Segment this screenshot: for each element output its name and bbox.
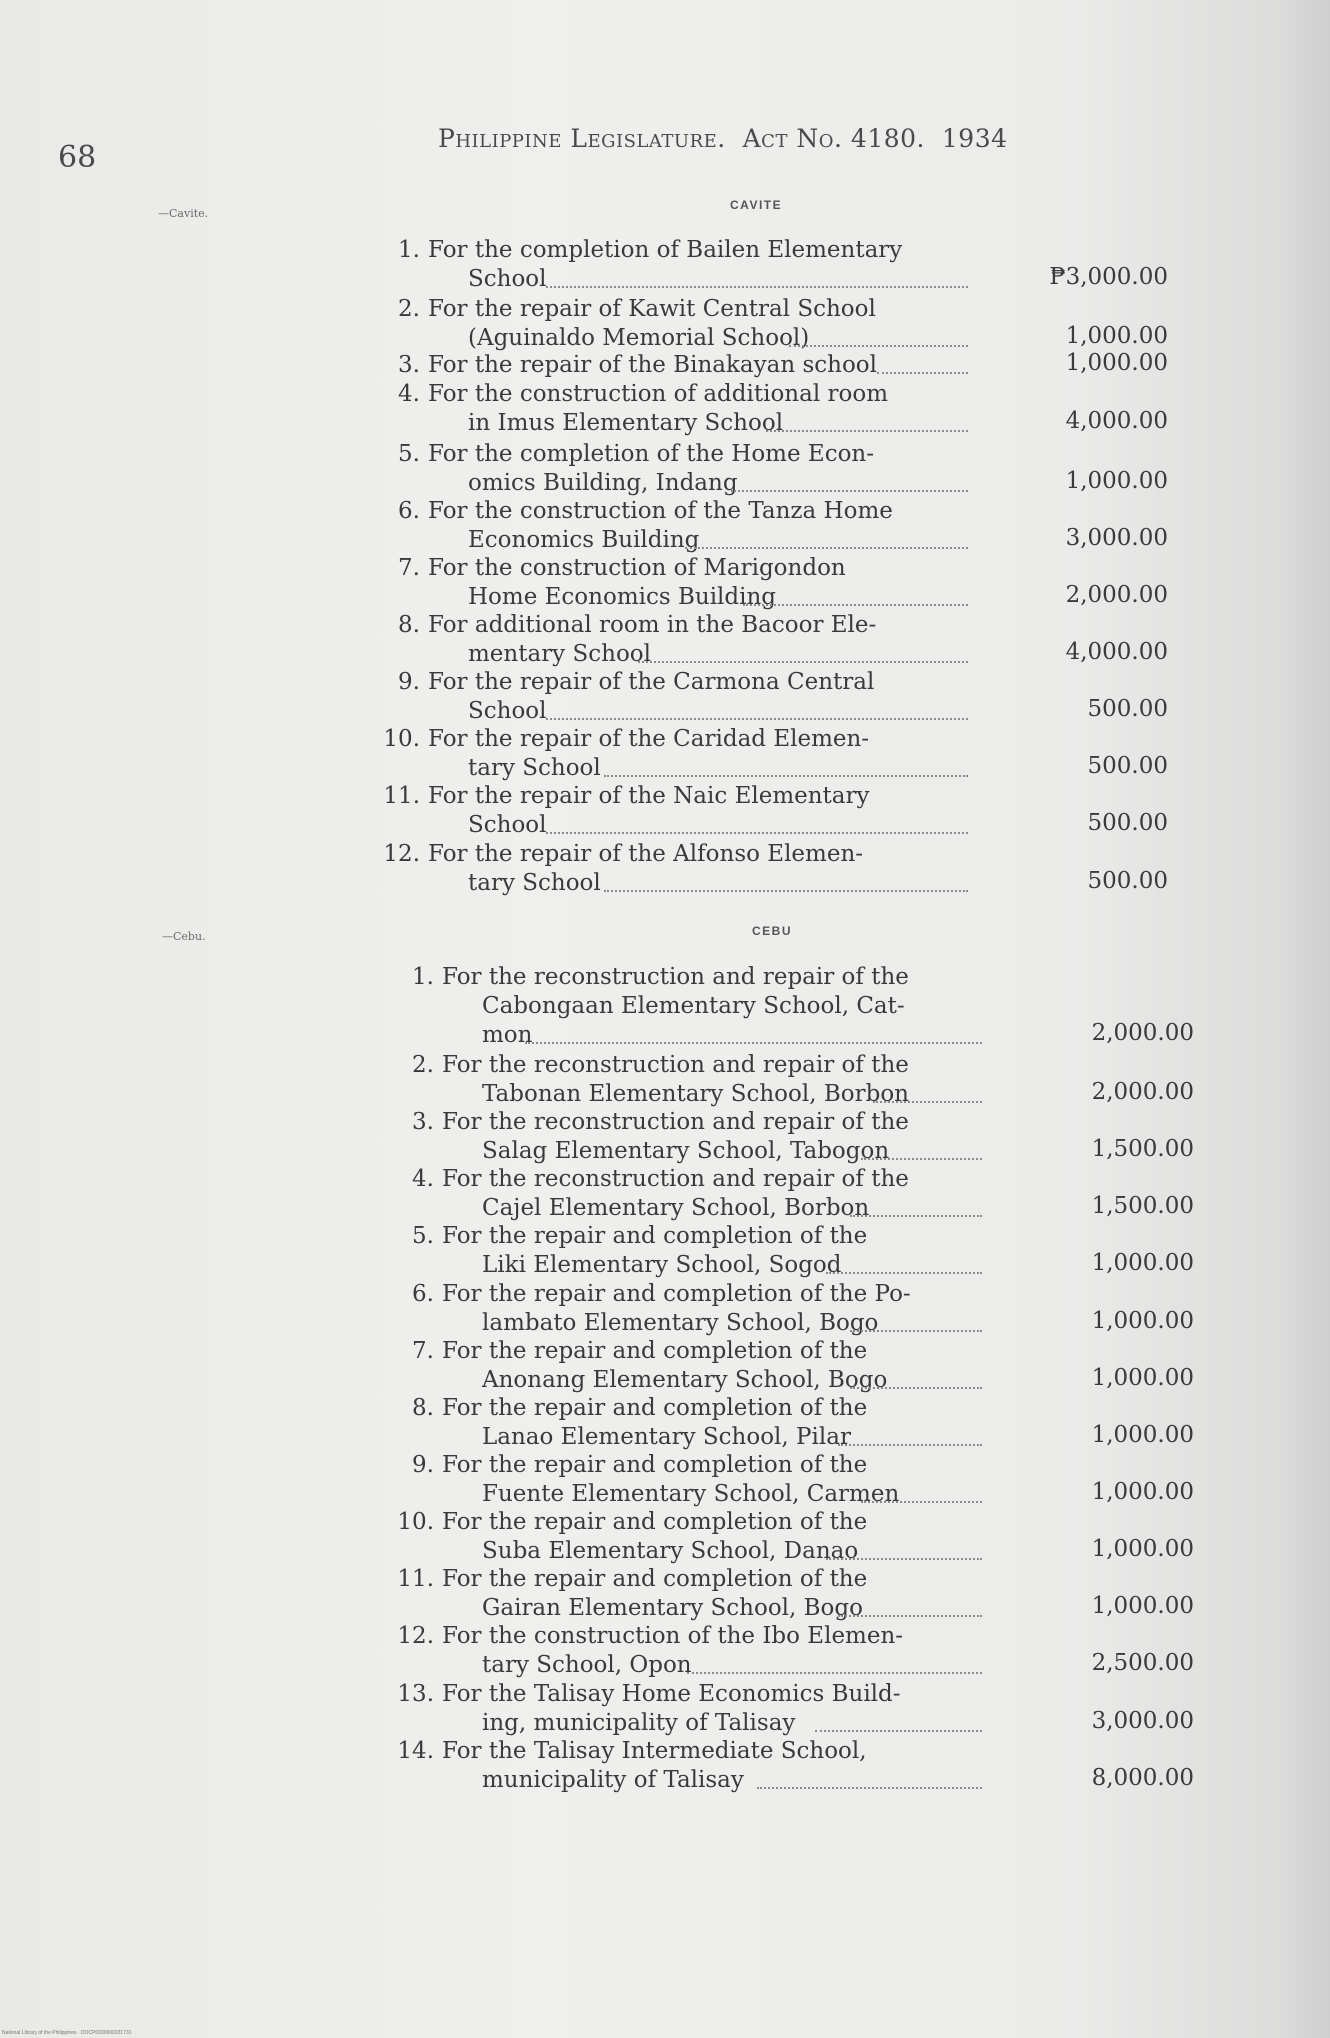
item-text-line: For the repair and completion of the (442, 1509, 868, 1535)
item-amount: 3,000.00 (1091, 1708, 1194, 1734)
item-number: 9. (398, 669, 420, 695)
footer-credit: National Library of the Philippines · DOCP0000000031731 (2, 2030, 132, 2036)
item-amount: 1,000.00 (1065, 468, 1168, 494)
item-text-line: Gairan Elementary School, Bogo (482, 1595, 863, 1621)
item-amount: 500.00 (1087, 753, 1168, 779)
item-text-line: For the construction of the Tanza Home (428, 498, 893, 524)
item-amount: 4,000.00 (1065, 408, 1168, 434)
item-text-line: For the repair and completion of the (442, 1452, 868, 1478)
item-number: 14. (397, 1738, 434, 1764)
item-number: 12. (397, 1623, 434, 1649)
item-text-line: For the reconstruction and repair of the (442, 1109, 909, 1135)
section-heading-cebu: CEBU (752, 924, 793, 938)
leader-dots (838, 1442, 982, 1446)
leader-dots (861, 1156, 982, 1160)
item-text-line: Liki Elementary School, Sogod (482, 1252, 842, 1278)
item-number: 11. (397, 1566, 434, 1592)
item-number: 7. (398, 555, 420, 581)
item-text-line: mentary School (468, 641, 651, 667)
item-text-line: Suba Elementary School, Danao (482, 1538, 859, 1564)
item-number: 8. (398, 612, 420, 638)
item-number: 3. (398, 352, 420, 378)
item-amount: 500.00 (1087, 810, 1168, 836)
leader-dots (850, 1213, 982, 1217)
item-amount: 2,000.00 (1091, 1079, 1194, 1105)
item-amount: 1,000.00 (1091, 1422, 1194, 1448)
leader-dots (731, 488, 968, 492)
item-text-line: School (468, 266, 547, 292)
item-text-line: Anonang Elementary School, Bogo (482, 1367, 888, 1393)
item-amount: 1,000.00 (1091, 1479, 1194, 1505)
item-text-line: Cajel Elementary School, Borbon (482, 1195, 870, 1221)
item-text-line: tary School (468, 755, 601, 781)
item-number: 13. (397, 1681, 434, 1707)
item-text-line: For the Talisay Home Economics Build- (442, 1681, 901, 1707)
item-text-line: municipality of Talisay (482, 1767, 744, 1793)
item-text-line: For the completion of the Home Econ- (428, 441, 875, 467)
item-text-line: ing, municipality of Talisay (482, 1710, 796, 1736)
leader-dots (838, 1613, 982, 1617)
item-text-line: For additional room in the Bacoor Ele- (428, 612, 877, 638)
item-text-line: For the repair and completion of the Po- (442, 1281, 911, 1307)
leader-dots (546, 284, 968, 288)
item-number: 6. (412, 1281, 434, 1307)
item-text-line: For the repair of the Alfonso Elemen- (428, 841, 864, 867)
item-amount: 500.00 (1087, 696, 1168, 722)
item-amount: ₱3,000.00 (1049, 264, 1168, 290)
item-text-line: For the repair of the Naic Elementary (428, 783, 870, 809)
item-text-line: School (468, 812, 547, 838)
item-amount: 2,000.00 (1091, 1020, 1194, 1046)
item-number: 4. (398, 381, 420, 407)
item-amount: 8,000.00 (1091, 1765, 1194, 1791)
leader-dots (826, 1556, 982, 1560)
item-text-line: lambato Elementary School, Bogo (482, 1310, 879, 1336)
leader-dots (826, 1270, 982, 1274)
item-number: 11. (383, 783, 420, 809)
item-text-line: For the repair and completion of the (442, 1395, 868, 1421)
item-number: 4. (412, 1166, 434, 1192)
item-number: 10. (383, 726, 420, 752)
item-number: 5. (398, 441, 420, 467)
item-number: 5. (412, 1223, 434, 1249)
item-text-line: Economics Building (468, 527, 700, 553)
item-amount: 2,500.00 (1091, 1650, 1194, 1676)
leader-dots (873, 1099, 982, 1103)
item-text-line: For the reconstruction and repair of the (442, 1166, 909, 1192)
item-text-line: For the reconstruction and repair of the (442, 964, 909, 990)
item-text-line: For the construction of the Ibo Elemen- (442, 1623, 904, 1649)
item-amount: 3,000.00 (1065, 525, 1168, 551)
leader-dots (604, 773, 968, 777)
leader-dots (743, 602, 968, 606)
item-text-line: For the repair of Kawit Central School (428, 296, 876, 322)
item-amount: 1,000.00 (1065, 350, 1168, 376)
item-text-line: tary School (468, 870, 601, 896)
page-number: 68 (58, 140, 97, 175)
leader-dots (757, 1785, 982, 1789)
item-text-line: (Aguinaldo Memorial School) (468, 325, 810, 351)
item-number: 1. (398, 237, 420, 263)
margin-note-cebu: —Cebu. (162, 930, 206, 943)
leader-dots (877, 370, 968, 374)
leader-dots (687, 1670, 982, 1674)
item-text-line: For the repair and completion of the (442, 1566, 868, 1592)
item-number: 2. (412, 1052, 434, 1078)
item-amount: 1,500.00 (1091, 1136, 1194, 1162)
item-amount: 500.00 (1087, 868, 1168, 894)
item-number: 3. (412, 1109, 434, 1135)
item-text-line: mon (482, 1022, 533, 1048)
item-text-line: Home Economics Building (468, 584, 777, 610)
item-amount: 1,000.00 (1091, 1308, 1194, 1334)
running-head-year: 1934 (941, 124, 1008, 153)
item-text-line: For the construction of Marigondon (428, 555, 846, 581)
item-text-line: For the repair and completion of the (442, 1223, 868, 1249)
margin-note-cavite: —Cavite. (158, 207, 209, 220)
item-text-line: Salag Elementary School, Tabogon (482, 1138, 890, 1164)
item-text-line: Cabongaan Elementary School, Cat- (482, 993, 905, 1019)
item-text-line: tary School, Opon (482, 1652, 692, 1678)
running-head (438, 124, 1008, 153)
item-text-line: For the reconstruction and repair of the (442, 1052, 909, 1078)
item-text-line: omics Building, Indang (468, 470, 738, 496)
item-text-line: in Imus Elementary School (468, 410, 784, 436)
item-number: 10. (397, 1509, 434, 1535)
section-heading-cavite: CAVITE (730, 198, 783, 212)
item-text-line: For the repair and completion of the (442, 1338, 868, 1364)
item-amount: 1,000.00 (1091, 1365, 1194, 1391)
item-number: 9. (412, 1452, 434, 1478)
item-text-line: For the Talisay Intermediate School, (442, 1738, 867, 1764)
leader-dots (861, 1499, 982, 1503)
item-number: 1. (412, 964, 434, 990)
item-text-line: School (468, 698, 547, 724)
item-text-line: For the completion of Bailen Elementary (428, 237, 903, 263)
leader-dots (850, 1328, 982, 1332)
item-text-line: Tabonan Elementary School, Borbon (482, 1081, 909, 1107)
item-text-line: For the repair of the Binakayan school (428, 352, 877, 378)
leader-dots (789, 343, 968, 347)
item-number: 2. (398, 296, 420, 322)
item-text-line: For the repair of the Caridad Elemen- (428, 726, 870, 752)
leader-dots (850, 1385, 982, 1389)
item-amount: 1,000.00 (1091, 1593, 1194, 1619)
item-amount: 2,000.00 (1065, 582, 1168, 608)
leader-dots (525, 1040, 982, 1044)
running-head-act: Act No. 4180. (742, 124, 925, 153)
item-text-line: Lanao Elementary School, Pilar (482, 1424, 851, 1450)
leader-dots (685, 545, 968, 549)
leader-dots (638, 659, 968, 663)
item-text-line: Fuente Elementary School, Carmen (482, 1481, 900, 1507)
item-number: 12. (383, 841, 420, 867)
running-head-title: Philippine Legislature. (438, 124, 726, 153)
item-number: 7. (412, 1338, 434, 1364)
leader-dots (815, 1728, 982, 1732)
item-amount: 1,000.00 (1091, 1536, 1194, 1562)
item-text-line: For the repair of the Carmona Central (428, 669, 875, 695)
item-amount: 1,000.00 (1091, 1250, 1194, 1276)
item-number: 8. (412, 1395, 434, 1421)
item-amount: 1,500.00 (1091, 1193, 1194, 1219)
leader-dots (766, 428, 968, 432)
leader-dots (546, 830, 968, 834)
item-amount: 4,000.00 (1065, 639, 1168, 665)
leader-dots (604, 888, 968, 892)
leader-dots (546, 716, 968, 720)
item-amount: 1,000.00 (1065, 323, 1168, 349)
item-text-line: For the construction of additional room (428, 381, 888, 407)
item-number: 6. (398, 498, 420, 524)
